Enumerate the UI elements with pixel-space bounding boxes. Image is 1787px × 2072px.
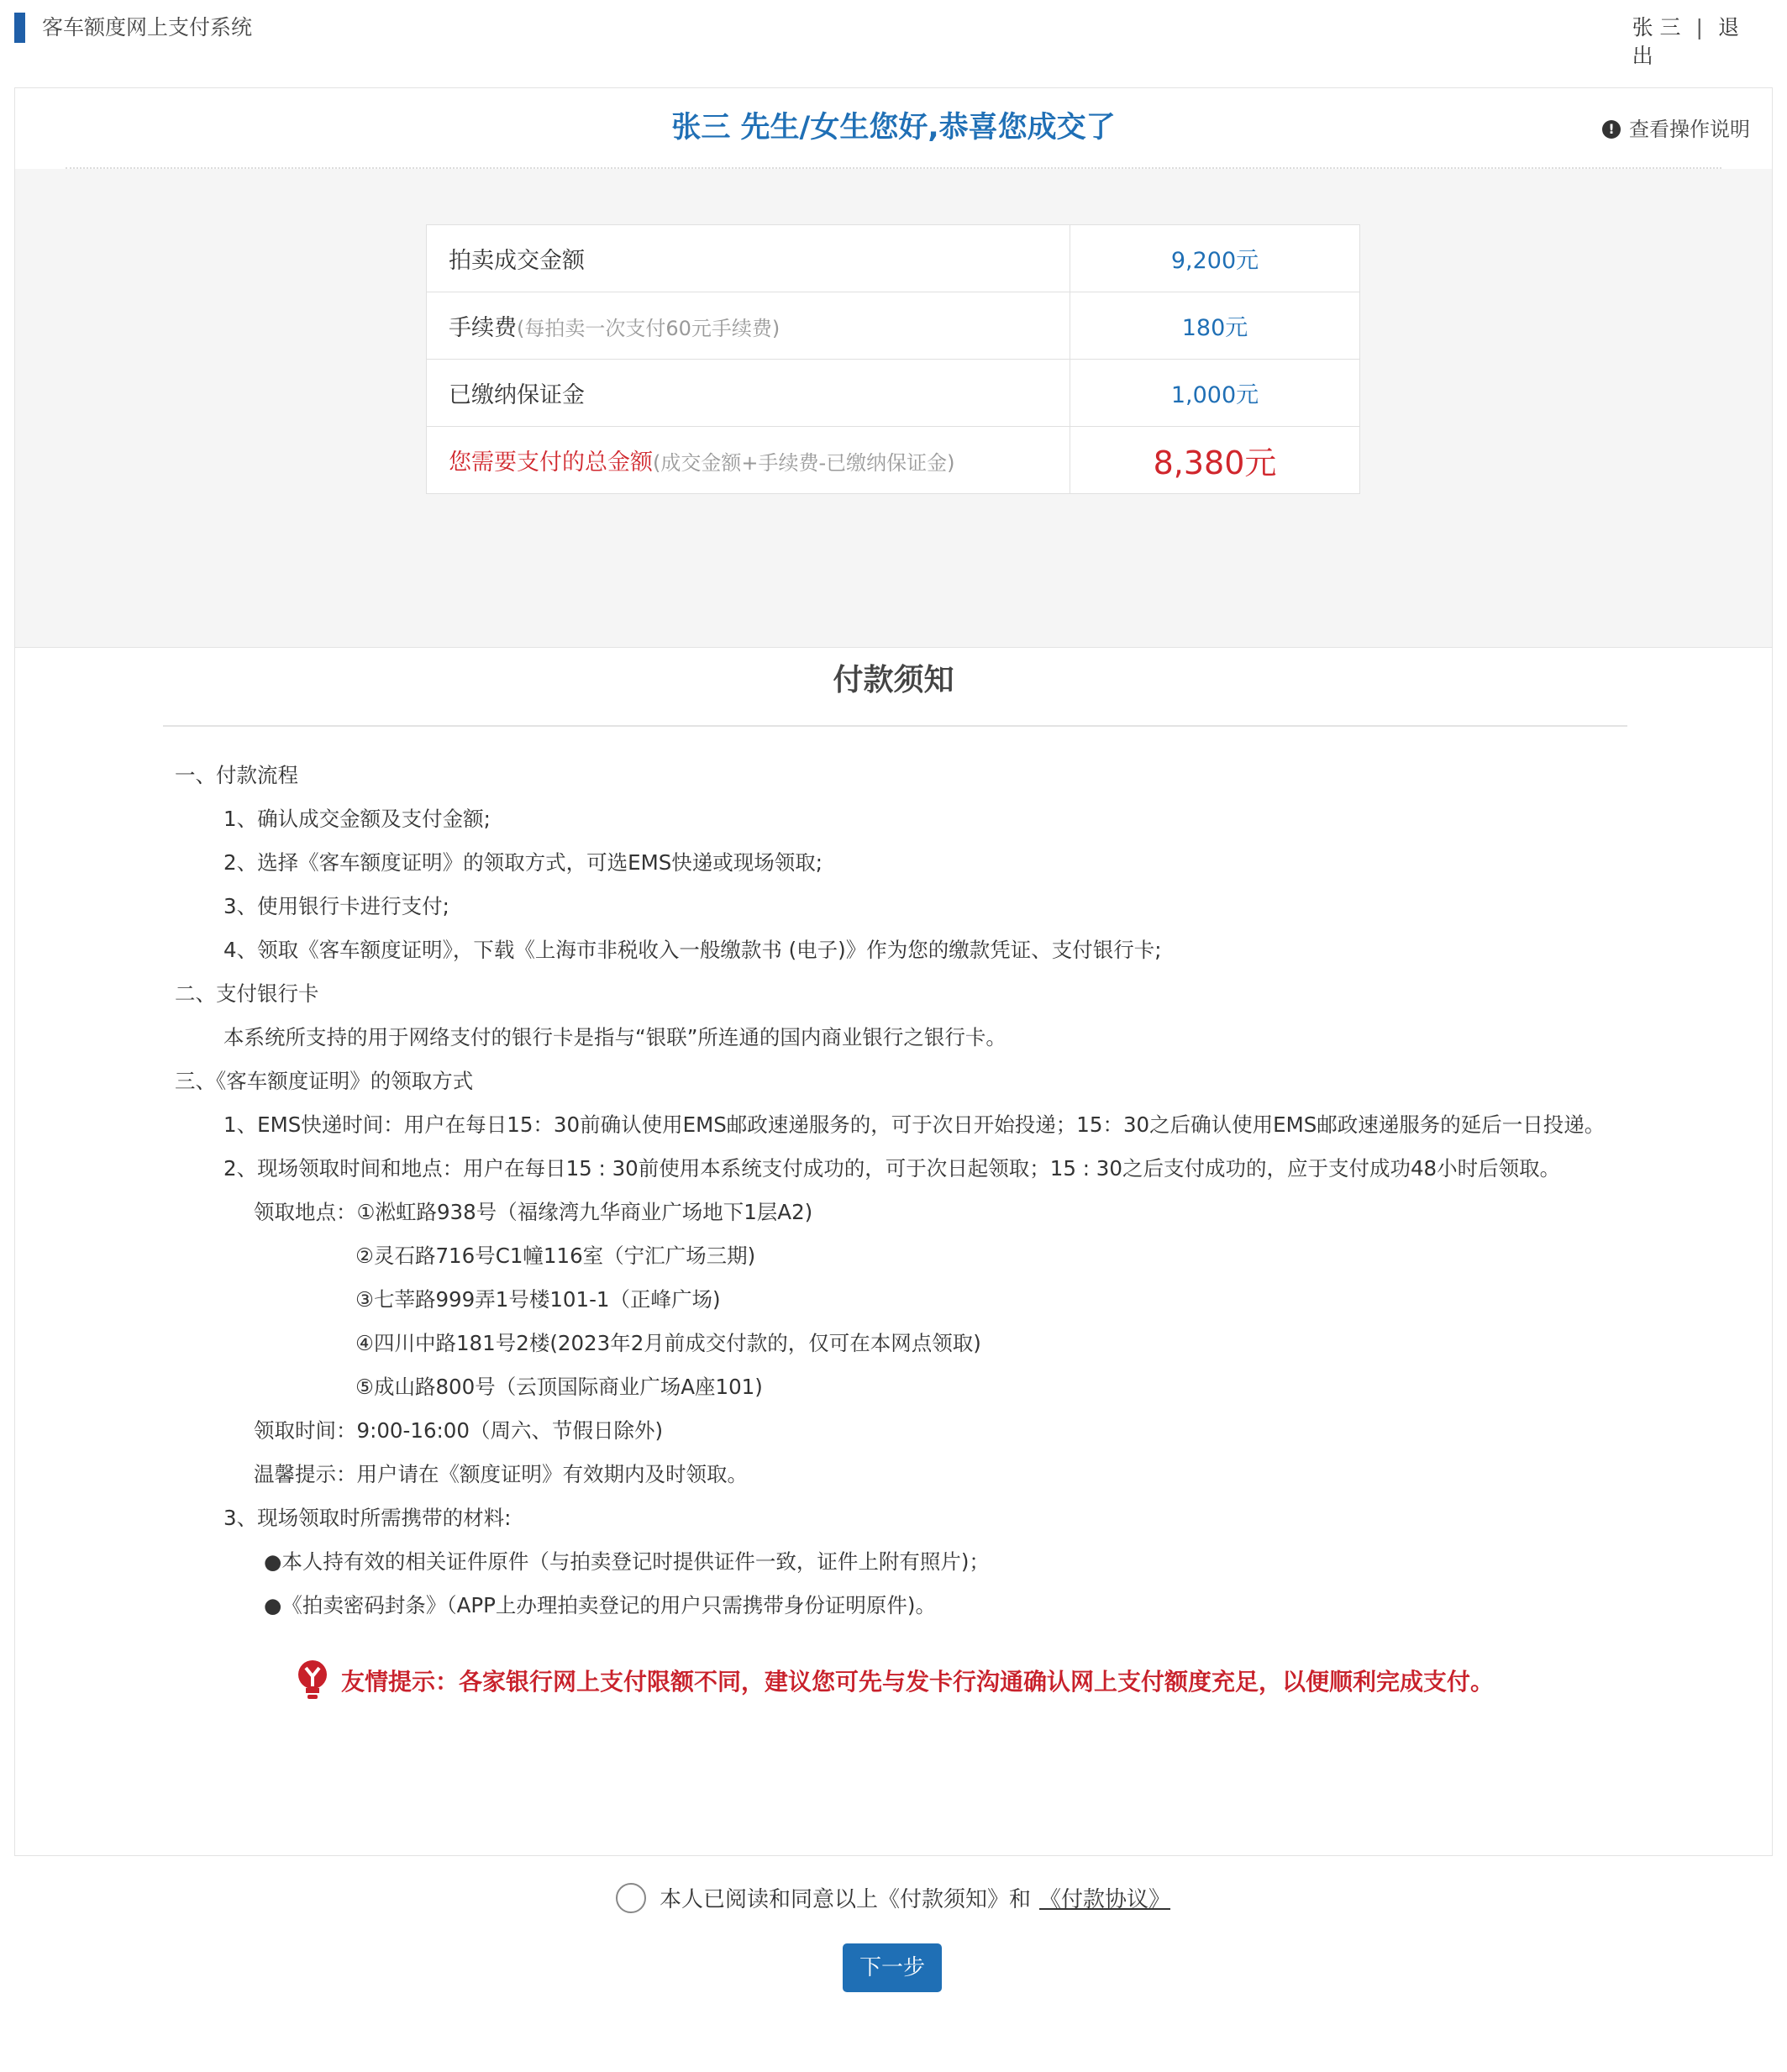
notice-line: 3、使用银行卡进行支付;: [223, 894, 449, 918]
user-separator: |: [1695, 15, 1703, 39]
notice-line: 三、《客车额度证明》的领取方式: [175, 1069, 474, 1093]
amount-value: 180元: [1070, 292, 1360, 360]
amount-table: [426, 224, 1360, 494]
notice-line: ③七莘路999弄1号楼101-1（正峰广场): [355, 1287, 721, 1312]
payment-agreement-link[interactable]: 《付款协议》: [1039, 1887, 1171, 1912]
user-area: [1632, 13, 1769, 71]
help-link[interactable]: [1602, 115, 1750, 144]
amount-label: 手续费: [449, 315, 517, 341]
notice-line: 2、选择《客车额度证明》的领取方式，可选EMS快递或现场领取;: [223, 850, 823, 875]
app-title: 客车额度网上支付系统: [42, 15, 253, 39]
notice-divider: [163, 725, 1627, 727]
table-row: [427, 360, 1360, 427]
amount-label: 已缴纳保证金: [449, 382, 585, 408]
amount-label: 拍卖成交金额: [449, 248, 585, 274]
notice-line: 二、支付银行卡: [175, 981, 319, 1006]
brand-marker: [14, 13, 25, 43]
exclamation-circle-icon: !: [1602, 120, 1621, 139]
table-row: [427, 427, 1360, 494]
amount-note: (每拍卖一次支付60元手续费): [517, 317, 780, 340]
top-bar: [0, 0, 1787, 68]
amount-label-cell: [427, 427, 1070, 494]
notice-line: 领取时间：9:00-16:00（周六、节假日除外): [254, 1418, 664, 1443]
amount-value: 9,200元: [1070, 225, 1360, 292]
lightbulb-icon: [296, 1659, 329, 1701]
amount-label-cell: [427, 360, 1070, 427]
notice-line: 领取地点：①淞虹路938号（福缘湾九华商业广场地下1层A2): [254, 1200, 813, 1224]
total-value: 8,380元: [1070, 427, 1360, 494]
notice-line: ●《拍卖密码封条》（APP上办理拍卖登记的用户只需携带身份证明原件)。: [264, 1593, 936, 1617]
logout-link[interactable]: 退出: [1632, 15, 1748, 68]
friendly-tip: [296, 1659, 1494, 1701]
total-label: 您需要支付的总金额: [449, 450, 653, 476]
amount-label-cell: [427, 292, 1070, 360]
notice-line: 一、付款流程: [175, 763, 298, 787]
amount-section: [15, 169, 1772, 648]
greeting-row: [15, 88, 1772, 169]
agree-radio[interactable]: [616, 1883, 646, 1913]
notice-line: 温馨提示：用户请在《额度证明》有效期内及时领取。: [254, 1462, 748, 1486]
agreement-text: 本人已阅读和同意以上《付款须知》和: [660, 1887, 1032, 1912]
amount-value: 1,000元: [1070, 360, 1360, 427]
user-name: 张 三: [1632, 15, 1681, 39]
notice-title: 付款须知: [833, 663, 954, 697]
notice-line: ●本人持有效的相关证件原件（与拍卖登记时提供证件一致，证件上附有照片)；: [264, 1549, 990, 1574]
notice-line: ②灵石路716号C1幢116室（宁汇广场三期): [355, 1244, 756, 1268]
notice-body: [175, 754, 1687, 1628]
table-row: [427, 225, 1360, 292]
notice-line: ⑤成山路800号（云顶国际商业广场A座101): [355, 1375, 763, 1399]
notice-line: 本系统所支持的用于网络支付的银行卡是指与“银联”所连通的国内商业银行之银行卡。: [223, 1025, 1007, 1049]
notice-line: ④四川中路181号2楼(2023年2月前成交付款的，仅可在本网点领取): [355, 1331, 981, 1355]
notice-line: 4、领取《客车额度证明》，下载《上海市非税收入一般缴款书 (电子)》作为您的缴款凭证、支付银行卡;: [223, 938, 1162, 962]
notice-line: 2、现场领取时间和地点：用户在每日15 : 30前使用本系统支付成功的，可于次日起领取；15 : 30之后支付成功的，应于支付成功48小时后领取。: [223, 1156, 1561, 1181]
help-link-label: 查看操作说明: [1629, 118, 1750, 141]
table-row: [427, 292, 1360, 360]
greeting-title: 张三 先生/女生您好,恭喜您成交了: [671, 111, 1116, 145]
notice-line: 1、EMS快递时间：用户在每日15：30前确认使用EMS邮政速递服务的，可于次日开始投递；15：30之后确认使用EMS邮政速递服务的延后一日投递。: [223, 1112, 1606, 1137]
agreement-row: [616, 1882, 1170, 1913]
tip-text: 友情提示：各家银行网上支付限额不同，建议您可先与发卡行沟通确认网上支付额度充足，以便顺利完成支付。: [341, 1668, 1495, 1696]
notice-line: 3、现场领取时所需携带的材料:: [223, 1506, 512, 1530]
notice-line: 1、确认成交金额及支付金额;: [223, 807, 491, 831]
next-step-button[interactable]: 下一步: [843, 1943, 942, 1992]
total-note: (成交金额+手续费-已缴纳保证金): [653, 451, 955, 475]
main-card: [14, 87, 1773, 1856]
amount-label-cell: [427, 225, 1070, 292]
